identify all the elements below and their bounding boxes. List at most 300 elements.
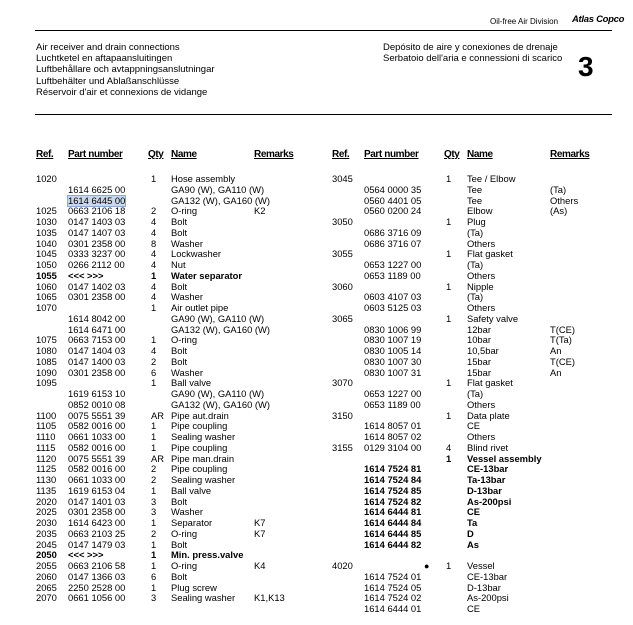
cell-name: CE-13bar xyxy=(467,463,509,475)
cell-ref: 1095 xyxy=(36,377,57,389)
cell-qty: AR xyxy=(151,409,165,421)
cell-qty: 4 xyxy=(151,291,157,303)
cell-qty: 4 xyxy=(151,280,157,292)
table-row xyxy=(36,550,326,560)
section-titles-right xyxy=(383,42,562,64)
cell-qty: 1 xyxy=(446,377,452,389)
table-row xyxy=(332,593,622,603)
cell-part-number: 0653 1227 00 xyxy=(364,388,422,399)
division-label: Oil-free Air Division xyxy=(490,17,559,26)
cell-name: Bolt xyxy=(171,226,188,238)
table-row xyxy=(332,486,622,496)
table-row xyxy=(36,529,326,539)
col-header-ref: Ref. xyxy=(36,149,54,160)
cell-ref: 3060 xyxy=(332,280,353,292)
table-row xyxy=(36,464,326,474)
table-row xyxy=(36,572,326,582)
table-row xyxy=(36,206,326,216)
cell-part-number: 1614 7524 81 xyxy=(364,463,422,475)
cell-part-number: 1614 6444 82 xyxy=(364,538,422,550)
cell-part-number: 0560 4401 05 xyxy=(364,194,422,206)
cell-name: Vessel xyxy=(467,560,495,571)
table-row xyxy=(332,217,622,227)
table-row xyxy=(332,518,622,528)
table-row xyxy=(36,185,326,195)
table-row xyxy=(332,497,622,507)
cell-name: Lockwasher xyxy=(171,248,222,260)
table-row xyxy=(332,282,622,292)
cell-part-number: 1614 6445 00 xyxy=(68,194,126,206)
cell-part-number: 0852 0010 08 xyxy=(68,398,126,410)
cell-ref: 1030 xyxy=(36,216,57,227)
table-row xyxy=(36,292,326,302)
table-row xyxy=(36,583,326,593)
col-header-remarks: Remarks xyxy=(254,149,294,160)
table-row xyxy=(332,260,622,270)
cell-part-number: 0830 1007 19 xyxy=(364,334,422,346)
cell-remarks: (Ta) xyxy=(550,183,567,195)
cell-part-number: 0301 2358 00 xyxy=(68,366,126,378)
cell-qty: 4 xyxy=(446,441,452,453)
cell-name: Bolt xyxy=(171,345,188,356)
cell-part-number: 0582 0016 00 xyxy=(68,441,126,453)
cell-name: Others xyxy=(467,237,496,249)
cell-part-number: 1614 8042 00 xyxy=(68,312,126,324)
cell-ref: 1100 xyxy=(36,409,57,421)
cell-part-number: 1619 6153 10 xyxy=(68,388,126,399)
cell-qty: 1 xyxy=(446,560,452,571)
table-row xyxy=(332,421,622,431)
cell-qty: 1 xyxy=(446,409,452,421)
cell-name: Bolt xyxy=(171,570,188,582)
cell-ref: 1130 xyxy=(36,474,57,485)
cell-remarks: K2 xyxy=(254,205,266,217)
cell-name: Air outlet pipe xyxy=(171,302,229,313)
cell-qty: 2 xyxy=(151,355,157,367)
cell-name: Bolt xyxy=(171,495,188,507)
cell-ref: 1090 xyxy=(36,366,57,378)
cell-name: Bolt xyxy=(171,538,188,550)
cell-name: Pipe coupling xyxy=(171,441,228,453)
table-row xyxy=(332,271,622,281)
cell-name: O-ring xyxy=(171,527,198,539)
cell-name: As-200psi xyxy=(467,592,509,604)
cell-qty: 1 xyxy=(151,377,157,389)
cell-name: As-200psi xyxy=(467,495,512,507)
cell-name: Others xyxy=(467,398,496,410)
cell-name: Bolt xyxy=(171,280,188,292)
cell-name: Pipe coupling xyxy=(171,463,228,475)
cell-part-number: 1614 6444 84 xyxy=(364,517,422,528)
cell-name: Pipe aut.drain xyxy=(171,409,229,421)
cell-part-number: 0147 1402 03 xyxy=(68,280,126,292)
cell-ref: 1040 xyxy=(36,237,57,249)
cell-name: (Ta) xyxy=(467,226,484,238)
cell-part-number: 0582 0016 00 xyxy=(68,420,126,432)
table-row xyxy=(332,572,622,582)
cell-name: O-ring xyxy=(171,560,198,571)
table-row xyxy=(36,411,326,421)
cell-qty: 6 xyxy=(151,366,157,378)
cell-part-number: 0830 1005 14 xyxy=(364,345,422,356)
cell-name: Flat gasket xyxy=(467,377,513,389)
cell-name: Washer xyxy=(171,291,203,303)
cell-name: Hose assembly xyxy=(171,173,236,184)
table-row xyxy=(332,475,622,485)
cell-part-number: 0147 1479 03 xyxy=(68,538,126,550)
cell-part-number: 1614 7524 02 xyxy=(364,592,422,604)
cell-ref: 1105 xyxy=(36,420,57,432)
cell-name: CE xyxy=(467,420,481,432)
cell-part-number: <<< >>> xyxy=(68,269,104,281)
cell-part-number: 0830 1007 31 xyxy=(364,366,422,378)
cell-name: GA132 (W), GA160 (W) xyxy=(171,194,270,206)
cell-ref: 1075 xyxy=(36,334,57,346)
cell-part-number: 0147 1407 03 xyxy=(68,226,126,238)
cell-part-number: 1619 6153 04 xyxy=(68,484,126,496)
cell-ref: 1025 xyxy=(36,205,57,217)
cell-qty: 4 xyxy=(151,345,157,356)
table-row xyxy=(332,325,622,335)
table-row xyxy=(332,561,622,571)
cell-part-number: 0129 3104 00 xyxy=(364,441,422,453)
cell-part-number: 1614 8057 01 xyxy=(364,420,422,432)
cell-part-number: 0075 5551 39 xyxy=(68,452,126,464)
table-row xyxy=(36,303,326,313)
cell-part-number: 0560 0200 24 xyxy=(364,205,422,217)
cell-qty: 1 xyxy=(151,581,157,593)
cell-qty: 1 xyxy=(151,517,157,528)
cell-ref: 2060 xyxy=(36,570,57,582)
cell-qty: 1 xyxy=(446,173,452,184)
cell-part-number: 0653 1189 00 xyxy=(364,398,421,410)
cell-remarks: T(Ta) xyxy=(550,334,572,346)
cell-name: (Ta) xyxy=(467,291,484,303)
cell-name: 15bar xyxy=(467,366,491,378)
table-row xyxy=(36,400,326,410)
cell-part-number: 0661 1056 00 xyxy=(68,592,126,604)
cell-part-number: 0661 1033 00 xyxy=(68,431,126,442)
cell-name: D xyxy=(467,527,474,539)
table-row xyxy=(36,561,326,571)
cell-ref: 1120 xyxy=(36,452,57,464)
cell-part-number: 0147 1401 03 xyxy=(68,495,126,507)
table-row xyxy=(332,583,622,593)
table-row xyxy=(332,378,622,388)
cell-name: O-ring xyxy=(171,334,198,346)
title-it: Serbatoio dell'aria e connessioni di scarico xyxy=(383,53,563,65)
cell-part-number: 0830 1006 99 xyxy=(364,323,422,335)
cell-name: Bolt xyxy=(171,216,188,227)
table-row xyxy=(36,271,326,281)
cell-name: Separator xyxy=(171,517,213,528)
cell-qty: 3 xyxy=(151,506,157,518)
cell-part-number: 1614 6444 85 xyxy=(364,527,422,539)
cell-ref: 1050 xyxy=(36,259,57,270)
table-row xyxy=(36,217,326,227)
cell-ref: 3050 xyxy=(332,216,353,227)
cell-name: CE-13bar xyxy=(467,570,508,582)
table-row xyxy=(332,507,622,517)
table-row xyxy=(36,346,326,356)
table-row xyxy=(332,540,622,550)
cell-name: Data plate xyxy=(467,409,510,421)
cell-ref: 1020 xyxy=(36,173,57,184)
cell-qty: 4 xyxy=(151,259,157,270)
cell-part-number: 0147 1404 03 xyxy=(68,345,126,356)
cell-part-number: 0603 4107 03 xyxy=(364,291,422,303)
table-row xyxy=(332,464,622,474)
cell-ref: 1135 xyxy=(36,484,57,496)
title-es: Depósito de aire y conexiones de drenaje xyxy=(383,42,558,53)
cell-name: 15bar xyxy=(467,355,491,367)
cell-qty: 6 xyxy=(151,570,157,582)
cell-ref: 2030 xyxy=(36,517,57,528)
cell-part-number: 0830 1007 30 xyxy=(364,355,422,367)
cell-part-number: 0266 2112 00 xyxy=(68,259,125,270)
cell-remarks: K4 xyxy=(254,560,266,571)
cell-ref: 1045 xyxy=(36,248,57,260)
cell-name: Others xyxy=(467,269,496,281)
cell-ref: 1035 xyxy=(36,226,57,238)
cell-ref: 1060 xyxy=(36,280,57,292)
cell-part-number: 0653 1189 00 xyxy=(364,269,421,281)
cell-qty: 3 xyxy=(151,592,157,604)
cell-ref: 3045 xyxy=(332,173,353,184)
cell-name: 10bar xyxy=(467,334,491,346)
table-row xyxy=(36,497,326,507)
cell-part-number: 1614 7524 82 xyxy=(364,495,422,507)
table-row xyxy=(332,389,622,399)
cell-ref: 1070 xyxy=(36,302,57,313)
cell-name: Plug screw xyxy=(171,581,217,593)
cell-part-number: 0564 0000 35 xyxy=(364,183,422,195)
table-row xyxy=(332,303,622,313)
col-header-name: Name xyxy=(171,149,197,160)
cell-qty: 1 xyxy=(151,484,157,496)
cell-ref: 3065 xyxy=(332,312,353,324)
cell-remarks: T(CE) xyxy=(550,355,575,367)
cell-ref: 2025 xyxy=(36,506,57,518)
cell-part-number: 0653 1227 00 xyxy=(364,259,422,270)
col-header-part-number-right: Part number xyxy=(364,149,419,160)
cell-name: O-ring xyxy=(171,205,198,217)
cell-name: CE xyxy=(467,603,481,614)
cell-ref: 3150 xyxy=(332,409,353,421)
table-row xyxy=(36,540,326,550)
cell-ref: 3055 xyxy=(332,248,353,260)
table-row xyxy=(36,454,326,464)
cell-qty: 2 xyxy=(151,474,157,485)
cell-name: GA90 (W), GA110 (W) xyxy=(171,312,265,324)
table-row xyxy=(36,325,326,335)
cell-part-number: 0686 3716 09 xyxy=(364,226,422,238)
cell-ref: 3155 xyxy=(332,441,353,453)
cell-qty: 1 xyxy=(446,312,452,324)
table-row xyxy=(332,239,622,249)
cell-remarks: T(CE) xyxy=(550,323,575,335)
cell-name: Bolt xyxy=(171,355,188,367)
cell-part-number: 2250 2528 00 xyxy=(68,581,126,593)
cell-part-number: <<< >>> xyxy=(68,549,104,561)
cell-name: GA132 (W), GA160 (W) xyxy=(171,398,270,410)
cell-remarks: Others xyxy=(550,194,579,206)
company-logo: Atlas Copco xyxy=(572,14,625,25)
cell-qty: 2 xyxy=(151,527,157,539)
cell-qty: 4 xyxy=(151,226,157,238)
title-nl: Luchtketel en aftapaansluitingen xyxy=(36,53,173,65)
cell-remarks: K7 xyxy=(254,517,266,528)
cell-part-number: 0663 2106 58 xyxy=(68,560,126,571)
cell-name: Elbow xyxy=(467,205,493,217)
col-header-remarks-right: Remarks xyxy=(550,149,590,160)
cell-name: D-13bar xyxy=(467,581,501,593)
table-row xyxy=(36,507,326,517)
table-row xyxy=(36,196,326,206)
header-divider xyxy=(35,114,612,115)
table-row xyxy=(332,249,622,259)
section-titles-left xyxy=(36,42,215,98)
cell-qty: 1 xyxy=(151,334,157,346)
cell-name: Tee xyxy=(467,183,483,195)
cell-name: Ta-13bar xyxy=(467,474,506,485)
table-row xyxy=(332,454,622,464)
cell-qty: 8 xyxy=(151,237,157,249)
cell-ref: 1065 xyxy=(36,291,57,303)
cell-name: D-13bar xyxy=(467,484,502,496)
table-row xyxy=(36,282,326,292)
cell-name: Nipple xyxy=(467,280,494,292)
cell-ref: 2065 xyxy=(36,581,57,593)
cell-name: Safety valve xyxy=(467,312,519,324)
cell-ref: 1110 xyxy=(36,431,56,442)
table-row xyxy=(332,443,622,453)
cell-part-number: 0663 2103 25 xyxy=(68,527,126,539)
cell-qty: 1 xyxy=(151,302,157,313)
cell-qty: 4 xyxy=(151,248,157,260)
cell-name: (Ta) xyxy=(467,388,484,399)
table-row xyxy=(36,357,326,367)
cell-name: Sealing washer xyxy=(171,592,236,604)
table-row xyxy=(332,346,622,356)
cell-part-number: 0582 0016 00 xyxy=(68,463,126,475)
cell-ref: 2035 xyxy=(36,527,57,539)
title-en: Air receiver and drain connections xyxy=(36,42,180,53)
cell-remarks: (As) xyxy=(550,205,568,217)
table-row xyxy=(36,174,326,184)
cell-part-number: 1614 6471 00 xyxy=(68,323,126,335)
cell-ref: 3070 xyxy=(332,377,353,389)
table-row xyxy=(36,239,326,249)
cell-name: Sealing washer xyxy=(171,431,236,442)
table-row xyxy=(332,228,622,238)
cell-qty: 1 xyxy=(151,560,157,571)
cell-ref: 4020 xyxy=(332,560,353,571)
cell-name: Blind rivet xyxy=(467,441,509,453)
table-row xyxy=(36,475,326,485)
table-row xyxy=(332,292,622,302)
cell-qty: 2 xyxy=(151,205,157,217)
col-header-ref-right: Ref. xyxy=(332,149,350,160)
cell-name: Washer xyxy=(171,237,203,249)
cell-part-number: 1614 6444 01 xyxy=(364,603,422,614)
cell-qty: 1 xyxy=(151,420,157,432)
cell-part-number: 0661 1033 00 xyxy=(68,474,126,485)
cell-name: Min. press.valve xyxy=(171,549,244,561)
cell-part-number: 1614 6444 81 xyxy=(364,506,422,518)
table-row xyxy=(36,486,326,496)
cell-name: GA90 (W), GA110 (W) xyxy=(171,183,265,195)
cell-remarks: K1,K13 xyxy=(254,592,285,604)
table-row xyxy=(332,174,622,184)
table-row xyxy=(332,206,622,216)
table-row xyxy=(332,529,622,539)
cell-name: 12bar xyxy=(467,323,491,335)
table-row xyxy=(36,260,326,270)
table-row xyxy=(36,314,326,324)
cell-name: Ball valve xyxy=(171,484,212,496)
table-row xyxy=(332,550,622,560)
table-row xyxy=(332,314,622,324)
cell-name: Plug xyxy=(467,216,486,227)
table-row xyxy=(332,185,622,195)
table-row xyxy=(332,432,622,442)
cell-qty: 1 xyxy=(151,549,157,561)
table-row xyxy=(332,400,622,410)
table-row xyxy=(36,432,326,442)
table-row xyxy=(332,368,622,378)
table-row xyxy=(36,421,326,431)
cell-qty: AR xyxy=(151,452,165,464)
cell-part-number: 0603 5125 03 xyxy=(364,302,422,313)
cell-ref: 2045 xyxy=(36,538,57,550)
table-row xyxy=(332,335,622,345)
cell-qty: 1 xyxy=(446,248,452,260)
cell-name: (Ta) xyxy=(467,259,484,270)
cell-ref: 1125 xyxy=(36,463,57,475)
cell-part-number: 1614 6625 00 xyxy=(68,183,126,195)
cell-qty: 1 xyxy=(446,280,452,292)
cell-name: 10,5bar xyxy=(467,345,499,356)
cell-part-number: 0686 3716 07 xyxy=(364,237,422,249)
cell-name: As xyxy=(467,538,479,550)
table-row xyxy=(36,389,326,399)
cell-qty: 4 xyxy=(151,216,157,227)
cell-ref: 2050 xyxy=(36,549,57,561)
cell-name: GA90 (W), GA110 (W) xyxy=(171,388,265,399)
cell-part-number: 1614 7524 84 xyxy=(364,474,422,485)
cell-part-number: 0301 2358 00 xyxy=(68,506,126,518)
cell-name: Nut xyxy=(171,259,186,270)
cell-part-number: 0147 1366 03 xyxy=(68,570,126,582)
cell-ref: 2070 xyxy=(36,592,57,604)
table-row xyxy=(36,368,326,378)
cell-part-number: 0301 2358 00 xyxy=(68,291,126,303)
cell-ref: 1080 xyxy=(36,345,57,356)
cell-part-number: 0663 2106 18 xyxy=(68,205,126,217)
table-row xyxy=(332,604,622,614)
cell-part-number: 0075 5551 39 xyxy=(68,409,126,421)
cell-qty: 1 xyxy=(151,538,157,550)
title-sv: Luftbehållare och avtappningsanslutningar xyxy=(36,64,215,76)
cell-name: Sealing washer xyxy=(171,474,236,485)
cell-qty: 1 xyxy=(446,452,452,464)
cell-name: Ta xyxy=(467,517,478,528)
cell-qty: 2 xyxy=(151,463,157,475)
cell-part-number: 0147 1403 03 xyxy=(68,216,126,227)
cell-part-number: 0663 7153 00 xyxy=(68,334,126,346)
cell-remarks: K7 xyxy=(254,527,266,539)
